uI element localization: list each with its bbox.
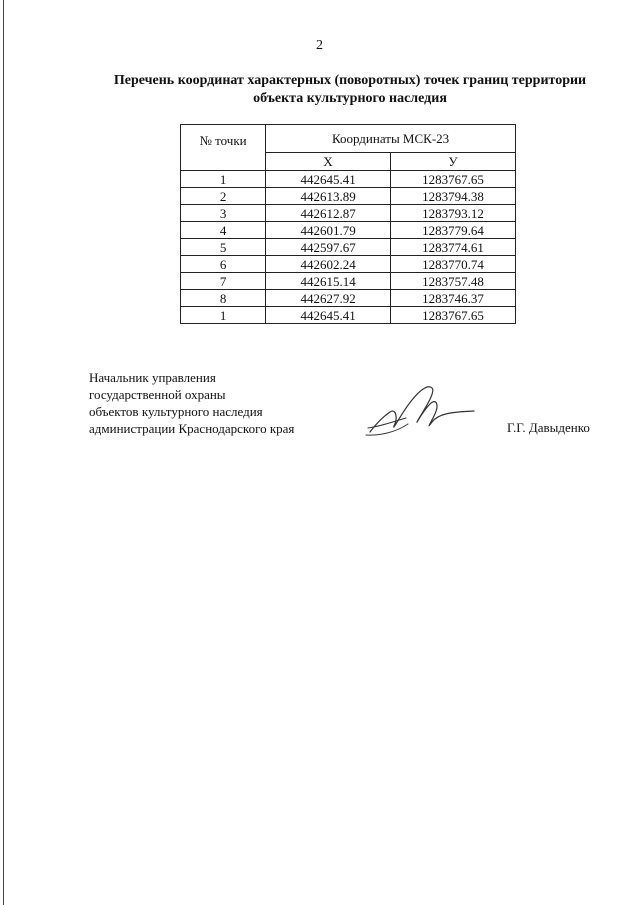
cell-x: 442615.14 bbox=[266, 273, 391, 290]
cell-x: 442601.79 bbox=[266, 222, 391, 239]
table-row bbox=[181, 188, 516, 205]
page-edge-line bbox=[3, 0, 4, 905]
cell-point: 1 bbox=[181, 307, 266, 324]
cell-point: 5 bbox=[181, 239, 266, 256]
signatory-line-2: государственной охраны bbox=[89, 387, 226, 402]
cell-y: 1283794.38 bbox=[391, 188, 516, 205]
cell-x: 442597.67 bbox=[266, 239, 391, 256]
cell-x: 442645.41 bbox=[266, 171, 391, 188]
cell-point: 4 bbox=[181, 222, 266, 239]
cell-point: 6 bbox=[181, 256, 266, 273]
signatory-line-1: Начальник управления bbox=[89, 370, 216, 385]
cell-x: 442613.89 bbox=[266, 188, 391, 205]
handwritten-signature bbox=[362, 382, 482, 442]
header-y: У bbox=[391, 153, 516, 171]
cell-x: 442612.87 bbox=[266, 205, 391, 222]
cell-point: 7 bbox=[181, 273, 266, 290]
signatory-line-3: объектов культурного наследия bbox=[89, 404, 263, 419]
header-point-number: № точки bbox=[181, 125, 266, 171]
table-row bbox=[181, 290, 516, 307]
cell-y: 1283757.48 bbox=[391, 273, 516, 290]
cell-x: 442645.41 bbox=[266, 307, 391, 324]
cell-y: 1283774.61 bbox=[391, 239, 516, 256]
cell-x: 442602.24 bbox=[266, 256, 391, 273]
cell-point: 3 bbox=[181, 205, 266, 222]
table-row bbox=[181, 222, 516, 239]
document-title-line-2: объекта культурного наследия bbox=[253, 91, 447, 106]
table-row bbox=[181, 256, 516, 273]
cell-y: 1283767.65 bbox=[391, 307, 516, 324]
document-title bbox=[60, 72, 639, 108]
cell-x: 442627.92 bbox=[266, 290, 391, 307]
header-x: Х bbox=[266, 153, 391, 171]
page-number: 2 bbox=[316, 38, 323, 53]
table-row bbox=[181, 273, 516, 290]
table-row bbox=[181, 239, 516, 256]
cell-y: 1283767.65 bbox=[391, 171, 516, 188]
cell-y: 1283793.12 bbox=[391, 205, 516, 222]
cell-y: 1283770.74 bbox=[391, 256, 516, 273]
table-row bbox=[181, 307, 516, 324]
cell-point: 2 bbox=[181, 188, 266, 205]
table-row bbox=[181, 171, 516, 188]
document-title-line-1: Перечень координат характерных (поворотных) точек границ территории bbox=[113, 73, 587, 88]
cell-y: 1283746.37 bbox=[391, 290, 516, 307]
signatory-position bbox=[89, 369, 294, 437]
table-row bbox=[181, 205, 516, 222]
signatory-name: Г.Г. Давыденко bbox=[507, 420, 590, 435]
header-coordinates: Координаты МСК-23 bbox=[266, 125, 516, 153]
cell-point: 8 bbox=[181, 290, 266, 307]
signatory-line-4: администрации Краснодарского края bbox=[89, 421, 295, 436]
cell-y: 1283779.64 bbox=[391, 222, 516, 239]
coordinates-table bbox=[180, 124, 516, 324]
cell-point: 1 bbox=[181, 171, 266, 188]
